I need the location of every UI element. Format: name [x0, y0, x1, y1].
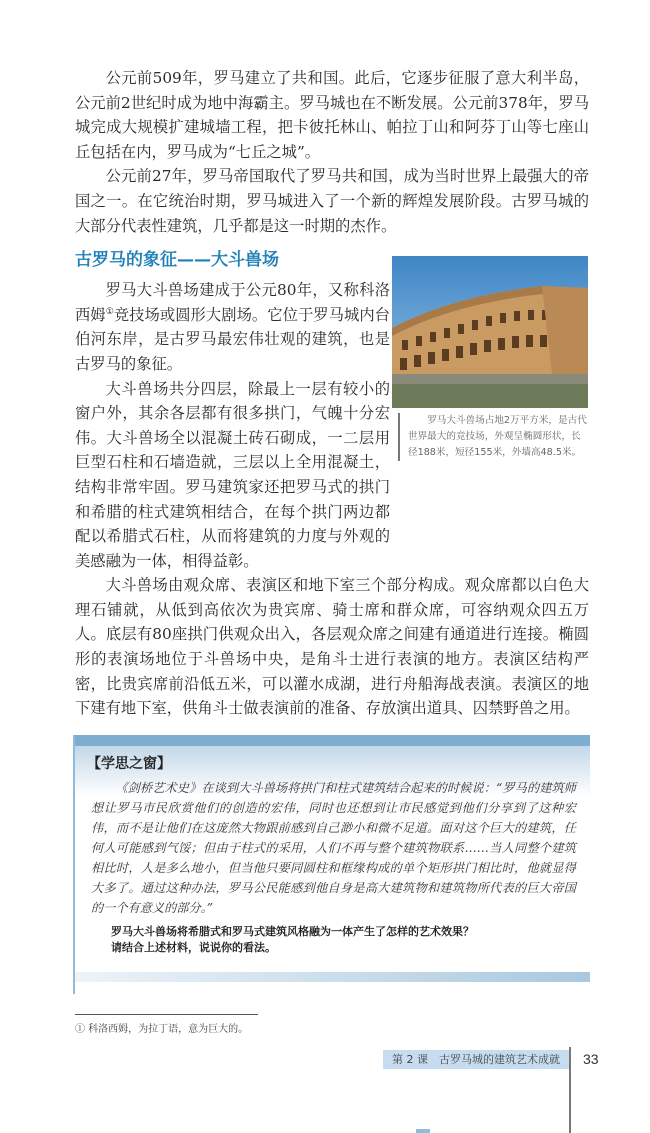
colosseum-paragraph-2: 大斗兽场共分四层，除最上一层有较小的窗户外，其余各层都有很多拱门，气魄十分宏伟。大斗兽场全以混凝土砖石砌成，一二层用巨型石柱和石墙造就，三层以上全用混凝土，结构非常牢固。罗马建筑家还把罗马式的拱门和希腊的柱式建筑相结合，在每个拱门两边都配以希腊式石柱，从而将建筑的力度与外观的美感融为一体，相得益彰。	[75, 379, 390, 570]
colosseum-row	[75, 278, 589, 573]
study-window-box	[73, 735, 590, 994]
section-heading: 古罗马的象征——大斗兽场	[75, 250, 279, 271]
box-questions	[111, 924, 576, 956]
lesson-title-footer: 第 2 课 古罗马城的建筑艺术成就	[383, 1050, 569, 1069]
photo-caption: 罗马大斗兽场占地2万平方米，是古代世界最大的竞技场，外观呈椭圆形状，长径188米，短径155米，外墙高48.5米。	[398, 413, 588, 461]
footnote-divider	[75, 1014, 258, 1015]
box-quote: 《剑桥艺术史》在谈到大斗兽场将拱门和柱式建筑结合起来的时候说：“罗马的建筑师想让罗马市民欣赏他们的创造的宏伟，同时也还想到让市民感觉到他们分享到了这种宏伟，而不是让他们在这庞然大物跟前感到自己渺小和微不足道。面对这个巨大的建筑，任何人可能感到气馁；但由于柱式的采用，人们不再与整个建筑物联系……当人同整个建筑相比时，人是多么地小，但当他只要同圆柱和框缘构成的单个矩形拱门相比时，他就显得大多了。通过这种办法，罗马公民能感到他自身是高大建筑物和建筑物所代表的巨大帝国的一个有意义的部分。”	[91, 780, 576, 915]
footnote-ref[interactable]: ①	[105, 306, 114, 317]
box-content	[75, 746, 590, 964]
page-footer	[383, 1047, 599, 1133]
box-bottom-bar	[75, 972, 590, 982]
intro-paragraph-2: 公元前27年，罗马帝国取代了罗马共和国，成为当时世界上最强大的帝国之一。在它统治时期，罗马城进入了一个新的辉煌发展阶段。古罗马城的大部分代表性建筑，几乎都是这一时期的杰作。	[75, 167, 589, 235]
footnote: ① 科洛西姆，为拉丁语，意为巨大的。	[75, 1023, 249, 1035]
intro-text	[75, 66, 589, 238]
colosseum-paragraph-1	[75, 278, 390, 376]
question-1: 罗马大斗兽场将希腊式和罗马式建筑风格融为一体产生了怎样的艺术效果？	[111, 924, 474, 938]
intro-paragraph-1: 公元前509年，罗马建立了共和国。此后，它逐步征服了意大利半岛，公元前2世纪时成为地中海霸主。罗马城也在不断发展。公元前378年，罗马城完成大规模扩建城墙工程，把卡彼托林山、帕拉丁山和阿芬丁山等七座山丘包括在内，罗马成为“七丘之城”。	[75, 69, 589, 161]
paragraph-text: 罗马大斗兽场建成于公元80年，又称科洛西姆	[75, 281, 390, 324]
footer-marker	[416, 1129, 430, 1133]
question-2: 请结合上述材料，说说你的看法。	[111, 940, 276, 954]
footer-divider	[569, 1047, 571, 1133]
box-top-bar	[75, 735, 590, 746]
page-number: 33	[583, 1050, 599, 1067]
box-title: 【学思之窗】	[87, 755, 171, 772]
paragraph-text: 竞技场或圆形大剧场。它位于罗马城内台伯河东岸，是古罗马最宏伟壮观的建筑，也是古罗马的象征。	[75, 305, 390, 373]
colosseum-photo	[392, 256, 588, 408]
colosseum-figure	[392, 256, 589, 461]
colosseum-paragraph-3: 大斗兽场由观众席、表演区和地下室三个部分构成。观众席都以白色大理石铺就，从低到高依次为贵宾席、骑士席和群众席，可容纳观众四五万人。底层有80座拱门供观众出入，各层观众席之间建有通道进行连接。椭圆形的表演场地位于斗兽场中央，是角斗士进行表演的地方。表演区结构严密，比贵宾席前沿低五米，可以灌水成湖，进行舟船海战表演。表演区的地下建有地下室，供角斗士做表演前的准备、存放演出道具、囚禁野兽之用。	[75, 576, 589, 718]
colosseum-text	[75, 278, 390, 573]
